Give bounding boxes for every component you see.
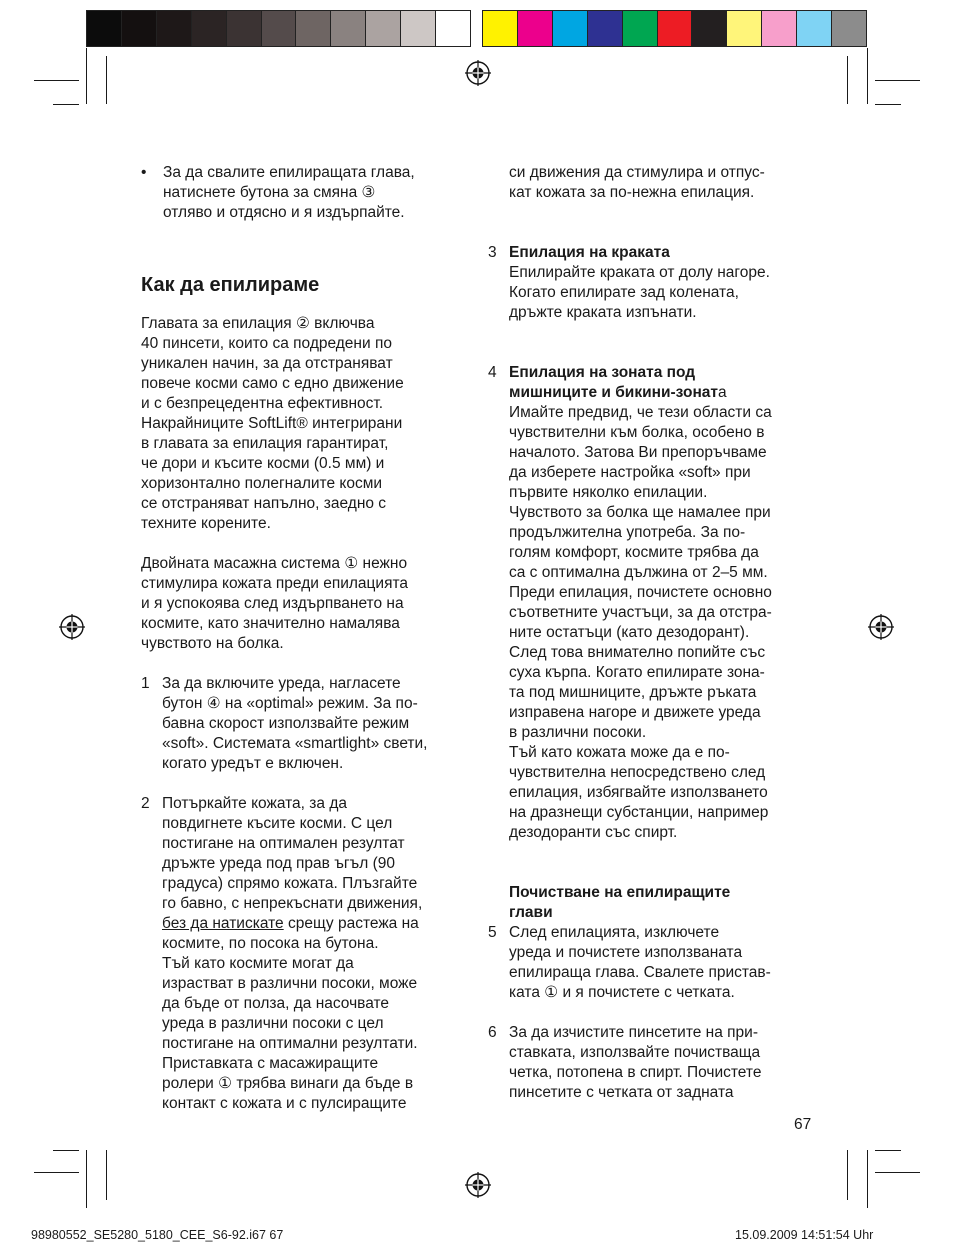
- step-number: 4: [488, 364, 497, 381]
- step-title-tail: а: [718, 384, 727, 401]
- footer-timestamp: 15.09.2009 14:51:54 Uhr: [735, 1228, 874, 1242]
- grayscale-calibration-bar: [86, 10, 471, 47]
- color-swatch: [192, 11, 227, 46]
- step-text: За да изчистите пинсетите на при- ставката, използвайте почистваща четка, потопена в спирт. Почистете пинсетите с четката от задната: [509, 1024, 762, 1101]
- color-calibration-bar: [482, 10, 867, 47]
- color-swatch: [553, 11, 588, 46]
- subsection-heading: Почистване на епилиращите глави: [509, 884, 731, 921]
- crop-mark: [53, 1150, 79, 1151]
- left-column: [141, 163, 471, 1114]
- color-swatch: [366, 11, 401, 46]
- color-swatch: [436, 11, 470, 46]
- color-swatch: [227, 11, 262, 46]
- step-number: 5: [488, 924, 497, 941]
- continued-text: си движения да стимулира и отпус- кат кожата за по-нежна епилация.: [509, 164, 765, 201]
- step-title: Епилация на краката: [509, 244, 670, 261]
- step-number: 6: [488, 1024, 497, 1041]
- color-swatch: [157, 11, 192, 46]
- underlined-text: без да натискате: [162, 915, 284, 932]
- crop-mark: [875, 80, 920, 81]
- crop-mark: [875, 104, 901, 105]
- cleaning-section: [488, 883, 818, 923]
- bullet-item: [141, 163, 471, 223]
- color-swatch: [87, 11, 122, 46]
- step-item-5: [488, 923, 818, 1003]
- color-swatch: [518, 11, 553, 46]
- step-item-4: [488, 363, 818, 843]
- crop-mark: [106, 56, 107, 104]
- footer-file-info: 98980552_SE5280_5180_CEE_S6-92.i67 67: [31, 1228, 284, 1242]
- step-item-6: [488, 1023, 818, 1103]
- color-swatch: [331, 11, 366, 46]
- registration-mark-icon: [59, 614, 85, 640]
- right-column: [488, 163, 818, 1103]
- step-text: [162, 794, 471, 1114]
- step-item-3: [488, 243, 818, 323]
- crop-mark: [53, 104, 79, 105]
- crop-mark: [34, 1172, 79, 1173]
- color-swatch: [797, 11, 832, 46]
- step-text-part: Потъркайте кожата, за да повдигнете късите косми. С цел постигане на оптимален резултат дръжте уреда под прав ъгъл (90 градуса) спрямо кожата. Плъзгайте го бавно, с непрекъснати движения,: [162, 795, 423, 912]
- color-swatch: [832, 11, 866, 46]
- color-swatch: [401, 11, 436, 46]
- color-swatch: [262, 11, 297, 46]
- step-text: След епилацията, изключете уреда и почистете използваната епилираща глава. Свалете пристав- ката ① и я почистете с четката.: [509, 924, 771, 1001]
- page-number: 67: [794, 1116, 812, 1133]
- step-number: 2: [141, 795, 150, 812]
- crop-mark: [106, 1150, 107, 1200]
- crop-mark: [867, 48, 868, 104]
- color-swatch: [623, 11, 658, 46]
- paragraph-massage-system: Двойната масажна система ① нежно стимулира кожата преди епилацията и я успокоява след издърпването на космите, като значително намалява чувството на болка.: [141, 555, 409, 652]
- crop-mark: [875, 1150, 901, 1151]
- registration-mark-icon: [465, 1172, 491, 1198]
- crop-mark: [34, 80, 79, 81]
- color-swatch: [122, 11, 157, 46]
- step-title-text: Епилация на зоната под мишниците и бикини-зонат: [509, 364, 719, 401]
- step-text: Епилирайте краката от долу нагоре. Когато епилирате зад колената, дръжте краката изпънати.: [509, 264, 770, 321]
- crop-mark: [847, 1150, 848, 1200]
- step-item-2: [141, 794, 471, 1114]
- step-number: 3: [488, 244, 497, 261]
- color-swatch: [296, 11, 331, 46]
- color-swatch: [727, 11, 762, 46]
- color-swatch: [762, 11, 797, 46]
- crop-mark: [875, 1172, 920, 1173]
- color-swatch: [588, 11, 623, 46]
- color-swatch: [483, 11, 518, 46]
- paragraph-epilation-head: Главата за епилация ② включва 40 пинсети, които са подредени по уникален начин, за да отстраняват повече косми само с едно движение и с безпрецедентна ефективност. Накрайниците SoftLift® интегрирани в главата за епилация гарантират, че дори и късите косми (0.5 мм) и хоризонтално полегналите косми се отстраняват напълно, заедно с техните корените.: [141, 315, 404, 532]
- step-text-part: срещу растежа на космите, по посока на бутона. Тъй като космите могат да израстват в различни посоки, може да бъде от полза, да насочвате уреда в различни посоки с цел постигане на оптимални резултати. Приставката с масажиращите ролери ① трябва винаги да бъде в контакт с кожата и с пулсиращите: [162, 915, 419, 1112]
- crop-mark: [86, 48, 87, 104]
- step-title: [509, 363, 818, 403]
- registration-mark-icon: [868, 614, 894, 640]
- crop-mark: [847, 56, 848, 104]
- registration-mark-icon: [465, 60, 491, 86]
- color-swatch: [658, 11, 693, 46]
- step-text: За да включите уреда, нагласете бутон ④ на «optimal» режим. За по- бавна скорост използвайте режим «soft». Системата «smartlight» свети, когато уредът е включен.: [162, 675, 428, 772]
- step-number: 1: [141, 675, 150, 692]
- crop-mark: [86, 1150, 87, 1208]
- section-heading: Как да епилираме: [141, 274, 320, 296]
- color-swatch: [692, 11, 727, 46]
- bullet-icon: •: [141, 164, 147, 181]
- crop-mark: [867, 1150, 868, 1208]
- step-text: Имайте предвид, че тези области са чувствителни към болка, особено в началото. Затова Ви препоръчваме да изберете настройка «soft» при първите няколко епилации. Чувството за болка ще намалее при продължителна употреба. За по- голям комфорт, космите трябва да са с оптимална дължина от 2–5 мм. Преди епилация, почистете основно съответните участъци, за да отстра- ните остатъци (като дезодорант). След това внимателно попийте със суха кърпа. Когато епилирате зона- та под мишниците, дръжте ръката изправена нагоре и движете уреда в различни посоки. Тъй като кожата може да е по- чувствителна непосредствено след епилация, избягвайте използването на дразнещи субстанции, например дезодоранти със спирт.: [509, 404, 772, 841]
- step-item-1: [141, 674, 471, 774]
- bullet-text: За да свалите епилиращата глава, натиснете бутона за смяна ③ отляво и отдясно и я издърпайте.: [163, 164, 415, 221]
